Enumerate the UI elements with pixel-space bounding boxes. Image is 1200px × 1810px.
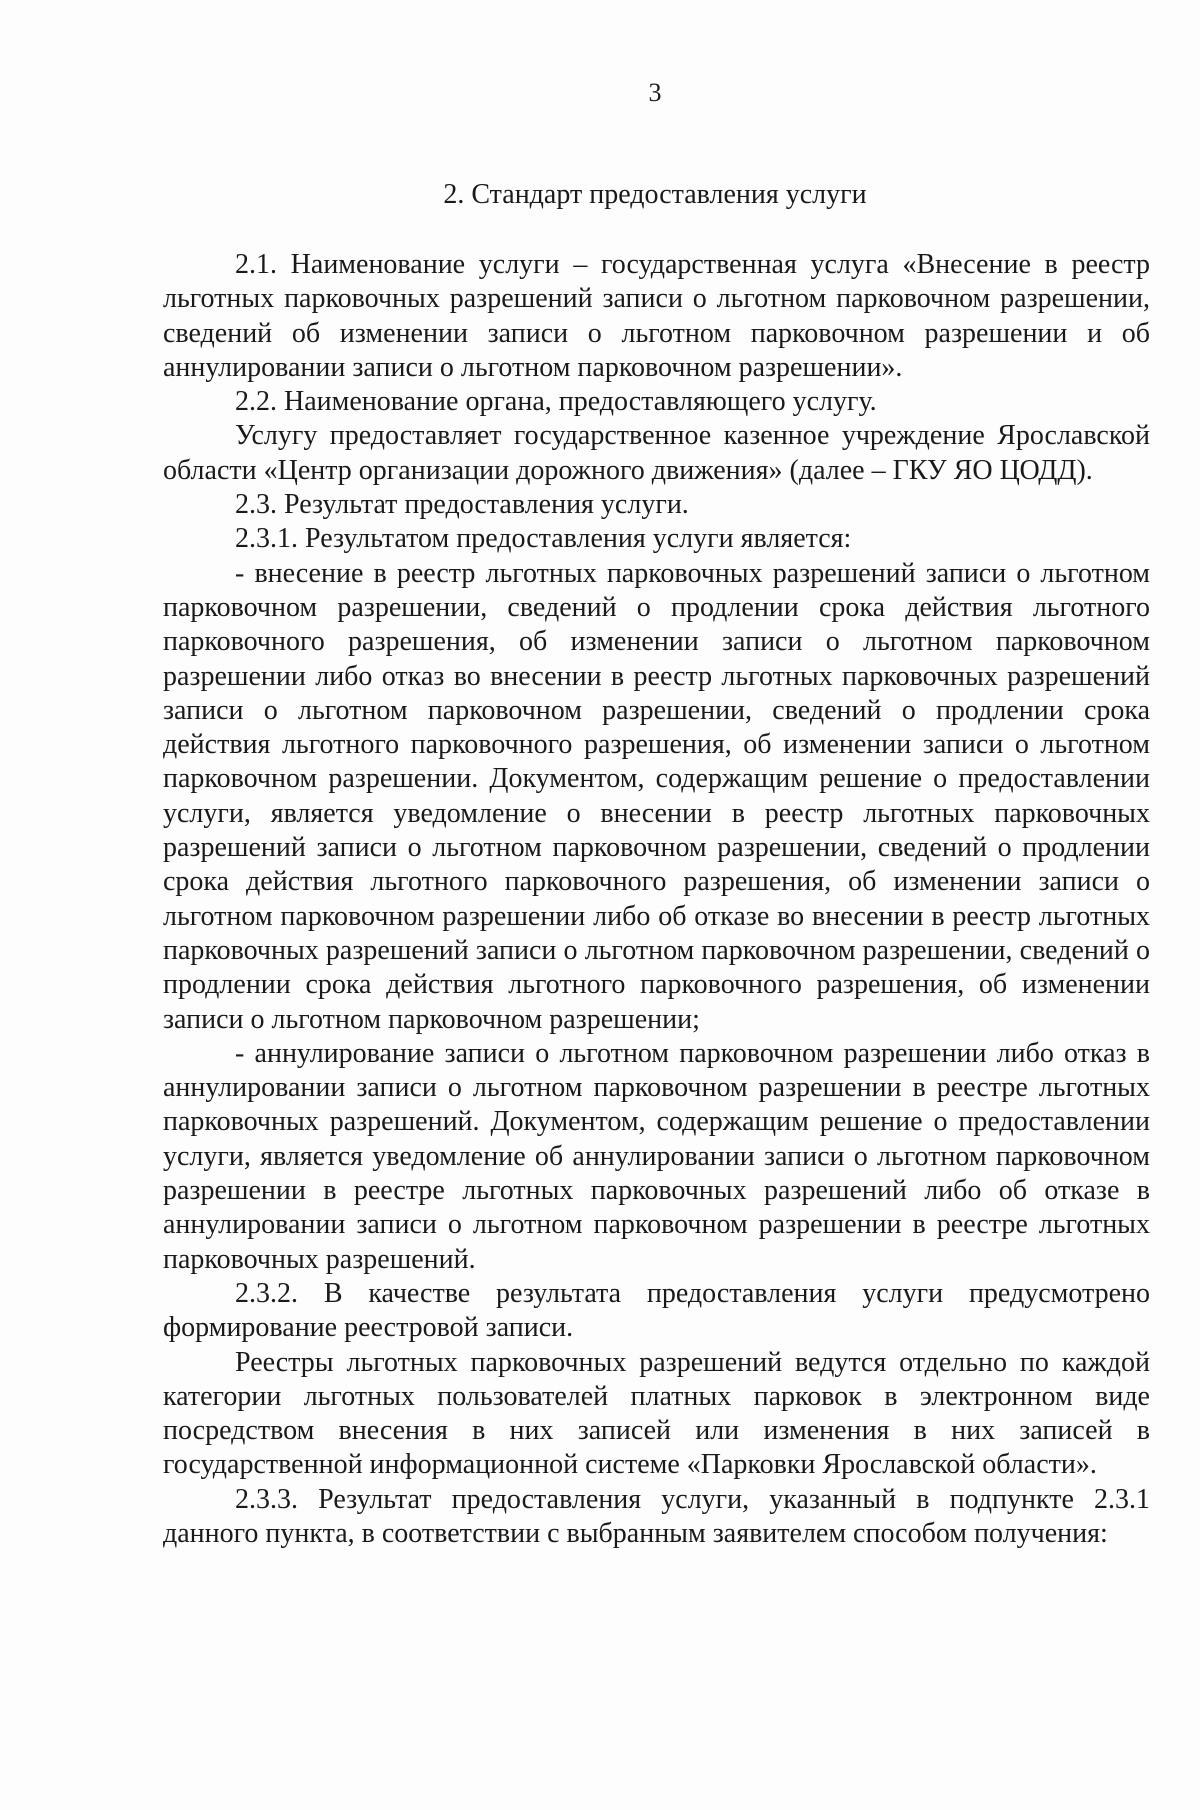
paragraph-provider: Услугу предоставляет государственное казенное учреждение Ярославской области «Центр организации дорожного движения» (далее – ГКУ ЯО ЦОДД). <box>163 420 1150 486</box>
paragraph-result-entry: - внесение в реестр льготных парковочных разрешений записи о льготном парковочном разрешении, сведений о продлении срока действия льготного парковочного разрешения, об изменении записи о льготном парковочном разрешении либо отказ во внесении в реестр льготных парковочных разрешений записи о льготном парковочном разрешении, сведений о продлении срока действия льготного парковочного разрешения, об изменении записи о льготном парковочном разрешении. Документом, содержащим решение о предоставлении услуги, является уведомление о внесении в реестр льготных парковочных разрешений записи о льготном парковочном разрешении, сведений о продлении срока действия льготного парковочного разрешения, об изменении записи о льготном парковочном разрешении либо об отказе во внесении в реестр льготных парковочных разрешений записи о льготном парковочном разрешении, сведений о продлении срока действия льготного парковочного разрешения, об изменении записи о льготном парковочном разрешении; <box>163 557 1150 1035</box>
paragraph-registries: Реестры льготных парковочных разрешений ведутся отдельно по каждой категории льготных пользователей платных парковок в электронном виде посредством внесения в них записей или изменения в них записей в государственной информационной системе «Парковки Ярославской области». <box>163 1346 1150 1481</box>
paragraph-2-3-2: 2.3.2. В качестве результата предоставления услуги предусмотрено формирование реестровой записи. <box>163 1277 1150 1344</box>
paragraph-2-3: 2.3. Результат предоставления услуги. <box>235 489 689 521</box>
paragraph-2-3-1: 2.3.1. Результатом предоставления услуги является: <box>235 523 852 555</box>
paragraph-result-annulment: - аннулирование записи о льготном парковочном разрешении либо отказ в аннулировании записи о льготном парковочном разрешении в реестре льготных парковочных разрешений. Документом, содержащим решение о предоставлении услуги, является уведомление об аннулировании записи о льготном парковочном разрешении в реестре льготных парковочных разрешений либо об отказе в аннулировании записи о льготном парковочном разрешении в реестре льготных парковочных разрешений. <box>163 1037 1150 1275</box>
paragraph-2-3-3: 2.3.3. Результат предоставления услуги, указанный в подпункте 2.3.1 данного пункта, в соответствии с выбранным заявителем способом получения: <box>163 1483 1150 1549</box>
page-number: 3 <box>648 78 662 107</box>
paragraph-2-2: 2.2. Наименование органа, предоставляющего услугу. <box>235 386 877 418</box>
document-body <box>163 248 1150 1551</box>
section-title: 2. Стандарт предоставления услуги <box>443 179 867 210</box>
paragraph-2-1: 2.1. Наименование услуги – государственная услуга «Внесение в реестр льготных парковочных разрешений записи о льготном парковочном разрешении, сведений об изменении записи о льготном парковочном разрешении и об аннулировании записи о льготном парковочном разрешении». <box>163 249 1150 383</box>
